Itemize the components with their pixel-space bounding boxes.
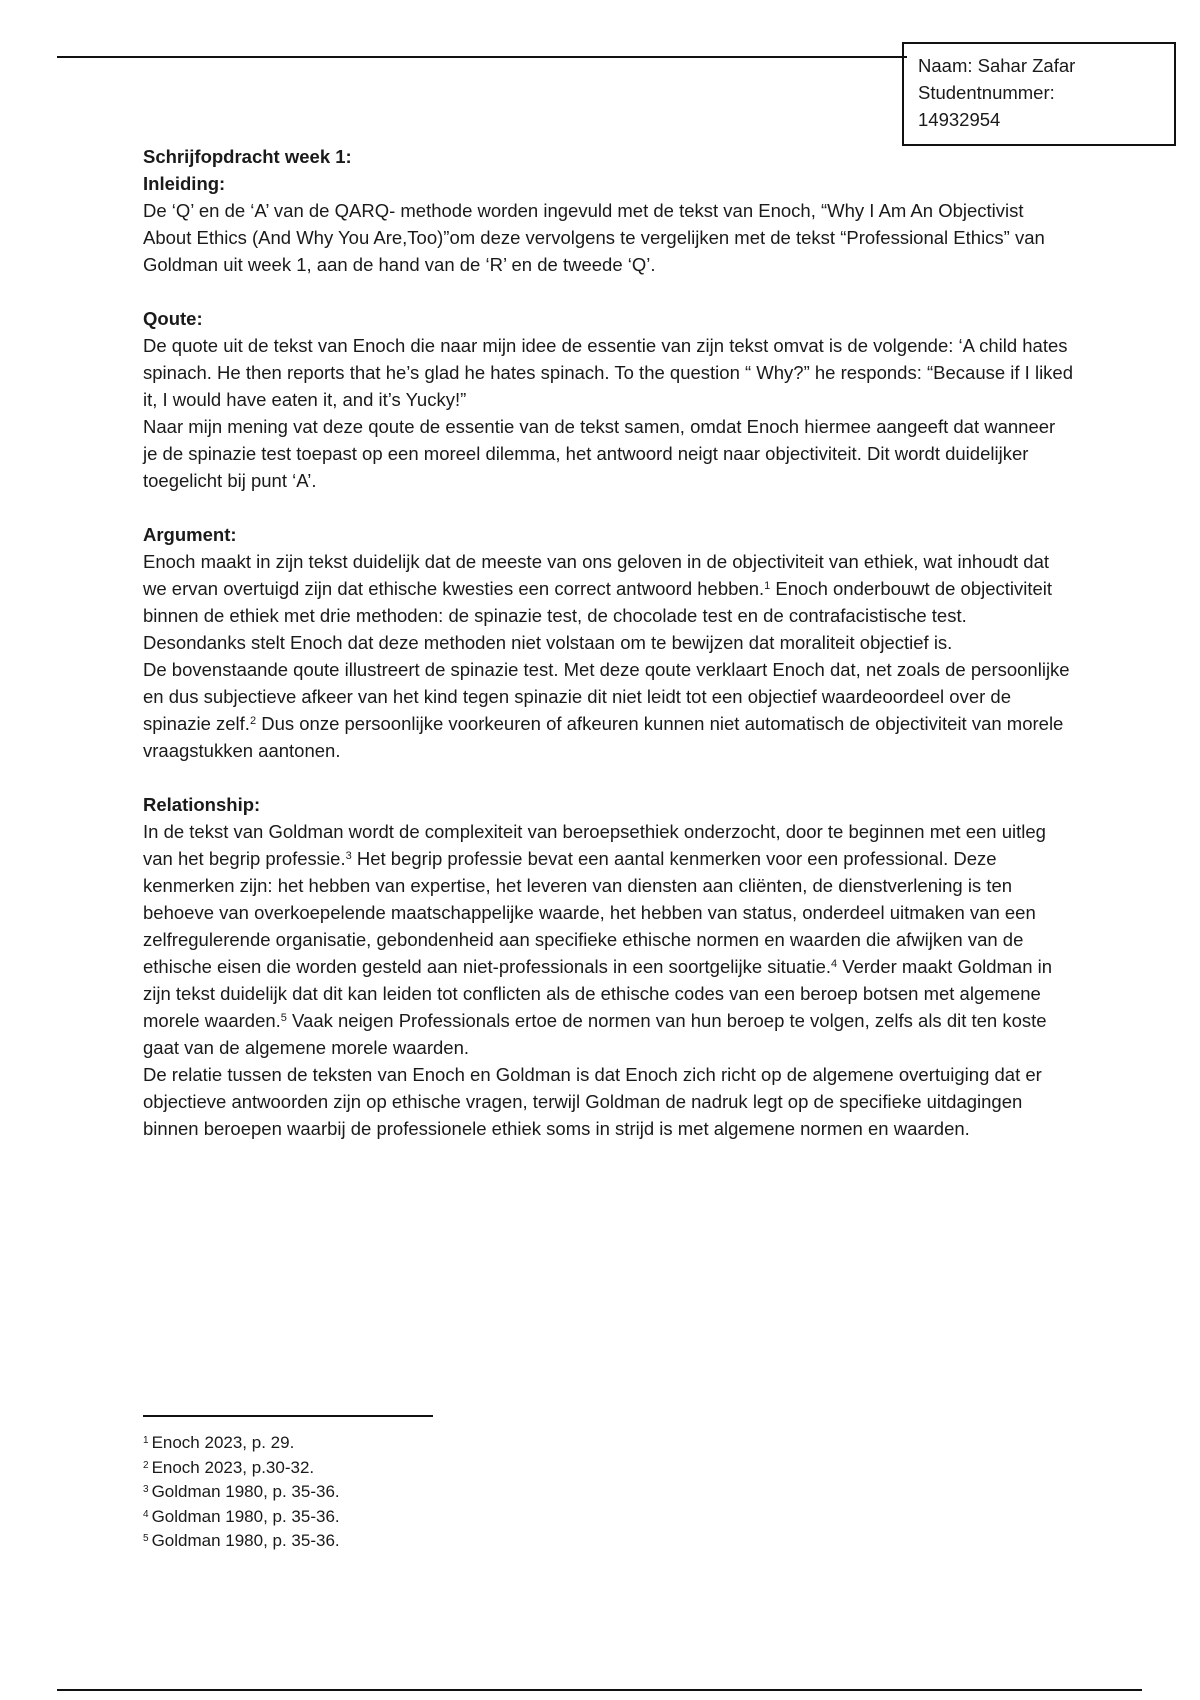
section-argument xyxy=(143,521,1073,764)
section-relationship xyxy=(143,791,1073,1142)
student-name: Naam: Sahar Zafar xyxy=(918,55,1076,76)
footnote-ref-2[interactable]: 2 xyxy=(249,715,257,727)
footnote-ref-1[interactable]: 1 xyxy=(764,580,771,592)
footnote-item: $^2$ Enoch 2023, p.30-32. xyxy=(143,1457,315,1477)
relationship-paragraph-1: In de tekst van Goldman wordt de complexiteit van beroepsethiek onderzocht, door te beginnen met een uitleg van het begrip professie.$^3$ Het begrip professie bevat een aantal kenmerken voor een professional. Deze kenmerken zijn: het hebben van expertise, het leveren van diensten aan cliënten, de dienstverlening is ten behoeve van overkoepelende maatschappelijke waarde, het hebben van status, onderdeel uitmaken van een zelfregulerende organisatie, gebondenheid aan specifieke ethische normen en waarden die afwijken van de ethische eisen die worden gesteld aan niet-professionals in een soortgelijke situatie.$^4$ Verder maakt Goldman in zijn tekst duidelijk dat dit kan leiden tot conflicten als de ethische codes van een beroep botsen met algemene morele waarden.$^5$ Vaak neigen Professionals ertoe de normen van hun beroep te volgen, zelfs als dit ten koste gaat van de algemene morele waarden. xyxy=(143,821,1053,1058)
quote-paragraph: De quote uit de tekst van Enoch die naar mijn idee de essentie van zijn tekst omvat is de volgende: ‘A child hates spinach. He then reports that he’s glad he hates spinach. To the question “ Why?” he responds: “Because if I liked it, I would have eaten it, and it’s Yucky!” xyxy=(143,335,1074,410)
intro-paragraph: De ‘Q’ en de ‘A’ van de QARQ- methode worden ingevuld met de tekst van Enoch, “Why I Am An Objectivist About Ethics (And Why You Are,Too)”om deze vervolgens te vergelijken met de tekst “Professional Ethics” van Goldman uit week 1, aan de hand van de ‘R’ en de tweede ‘Q’. xyxy=(143,200,1045,275)
footnote-item: $^4$ Goldman 1980, p. 35-36. xyxy=(143,1506,340,1526)
quote-explanation-paragraph: Naar mijn mening vat deze qoute de essentie van de tekst samen, omdat Enoch hiermee aangeeft dat wanneer je de spinazie test toepast op een moreel dilemma, het antwoord neigt naar objectiviteit. Dit wordt duidelijker toegelicht bij punt ‘A’. xyxy=(143,416,1056,491)
footnote-item: $^5$ Goldman 1980, p. 35-36. xyxy=(143,1531,340,1550)
student-number-label: Studentnummer: xyxy=(918,82,1055,103)
quote-heading: Qoute: xyxy=(143,308,203,329)
footnote-item: $^1$ Enoch 2023, p. 29. xyxy=(143,1433,295,1452)
student-number: 14932954 xyxy=(918,109,1001,130)
section-intro xyxy=(143,170,1073,278)
footnote-ref-4[interactable]: 4 xyxy=(831,958,838,970)
document-title: Schrijfopdracht week 1: xyxy=(143,146,352,167)
footnotes-list xyxy=(143,1431,340,1554)
document-body xyxy=(143,143,1073,1169)
relationship-heading: Relationship: xyxy=(143,794,261,815)
footer-rule xyxy=(57,1689,1142,1691)
header-rule xyxy=(57,56,907,58)
relationship-paragraph-2: De relatie tussen de teksten van Enoch en Goldman is dat Enoch zich richt op de algemene overtuiging dat er objectieve antwoorden zijn op ethische vragen, terwijl Goldman de nadruk legt op de specifieke uitdagingen binnen beroepen waarbij de professionele ethiek soms in strijd is met algemene normen en waarden. xyxy=(143,1064,1042,1139)
section-quote xyxy=(143,305,1073,494)
footnote-separator xyxy=(143,1415,433,1417)
footnote-item: $^3$ Goldman 1980, p. 35-36. xyxy=(143,1482,340,1501)
argument-paragraph-2: De bovenstaande qoute illustreert de spinazie test. Met deze qoute verklaart Enoch dat, net zoals de persoonlijke en dus subjectieve afkeer van het kind tegen spinazie dit niet leidt tot een objectief waardeoordeel over de spinazie zelf.$^2$ Dus onze persoonlijke voorkeuren of afkeuren kunnen niet automatisch de objectiviteit van morele vraagstukken aantonen. xyxy=(143,659,1070,761)
argument-heading: Argument: xyxy=(143,524,237,545)
student-info-box xyxy=(902,42,1176,146)
intro-heading: Inleiding: xyxy=(143,173,226,194)
footnote-ref-5[interactable]: 5 xyxy=(280,1012,287,1024)
footnote-ref-3[interactable]: 3 xyxy=(345,850,352,862)
argument-paragraph-1: Enoch maakt in zijn tekst duidelijk dat de meeste van ons geloven in de objectiviteit van ethiek, wat inhoudt dat we ervan overtuigd zijn dat ethische kwesties een correct antwoord hebben.$^1$ Enoch onderbouwt de objectiviteit binnen de ethiek met drie methoden: de spinazie test, de chocolade test en de contrafacistische test. Desondanks stelt Enoch dat deze methoden niet volstaan om te bewijzen dat moraliteit objectief is. xyxy=(143,551,1053,653)
